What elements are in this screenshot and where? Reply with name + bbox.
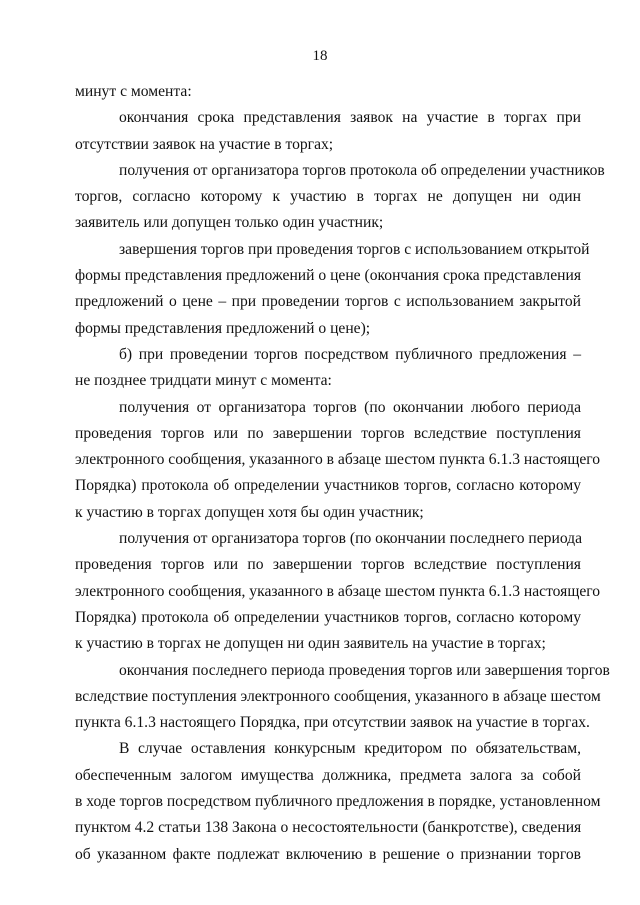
text-line: торгов, согласно которому к участию в торгах не допущен ни один: [75, 188, 581, 206]
text-line: формы представления предложений о цене (окончания срока представления: [75, 267, 581, 285]
text-line: электронного сообщения, указанного в абзаце шестом пункта 6.1.3 настоящего: [75, 451, 601, 469]
document-body: [75, 79, 610, 868]
text-line: к участию в торгах допущен хотя бы один участник;: [75, 503, 424, 521]
text-line: Порядка) протокола об определении участников торгов, согласно которому: [75, 608, 581, 626]
text-line: не позднее тридцати минут с момента:: [75, 372, 332, 390]
paragraph: [75, 395, 601, 526]
text-line: обеспеченным залогом имущества должника, предмета залога за собой: [75, 766, 581, 784]
text-line: б) при проведении торгов посредством публичного предложения –: [119, 345, 581, 363]
text-line: об указанном факте подлежат включению в решение о признании торгов: [75, 845, 581, 863]
text-line: отсутствии заявок на участие в торгах;: [75, 135, 334, 153]
text-line: минут с момента:: [75, 83, 192, 100]
text-line: в ходе торгов посредством публичного предложения в порядке, установленном: [75, 793, 601, 811]
text-line: вследствие поступления электронного сообщения, указанного в абзаце шестом: [75, 687, 601, 705]
text-line: проведения торгов или по завершении торгов вследствие поступления: [75, 556, 581, 574]
paragraph: [75, 526, 601, 657]
text-line: В случае оставления конкурсным кредитором по обязательствам,: [119, 740, 581, 758]
text-line: окончания срока представления заявок на участие в торгах при: [119, 109, 581, 127]
text-line: получения от организатора торгов протокола об определении участников: [119, 161, 605, 179]
page-number: 18: [312, 48, 328, 64]
text-line: получения от организатора торгов (по окончании любого периода: [119, 398, 581, 416]
text-line: пункта 6.1.3 настоящего Порядка, при отсутствии заявок на участие в торгах.: [75, 714, 590, 732]
text-line: заявитель или допущен только один участник;: [75, 214, 384, 232]
text-line: Порядка) протокола об определении участников торгов, согласно которому: [75, 477, 581, 495]
text-line: электронного сообщения, указанного в абзаце шестом пункта 6.1.3 настоящего: [75, 582, 601, 600]
paragraph: [75, 105, 581, 158]
text-line: формы представления предложений о цене);: [75, 319, 371, 337]
paragraph: [75, 736, 601, 867]
text-line: предложений о цене – при проведении торгов с использованием закрытой: [75, 293, 581, 311]
text-line: завершения торгов при проведения торгов с использованием открытой: [119, 240, 590, 258]
paragraph: [75, 79, 581, 105]
text-line: окончания последнего периода проведения торгов или завершения торгов: [119, 661, 610, 679]
paragraph: [75, 342, 581, 395]
text-line: пунктом 4.2 статьи 138 Закона о несостоятельности (банкротстве), сведения: [75, 819, 582, 837]
text-line: проведения торгов или по завершении торгов вследствие поступления: [75, 424, 581, 442]
paragraph: [75, 158, 605, 237]
paragraph: [75, 237, 590, 342]
text-line: к участию в торгах не допущен ни один заявитель на участие в торгах;: [75, 635, 546, 653]
text-line: получения от организатора торгов (по окончании последнего периода: [119, 530, 583, 548]
paragraph: [75, 658, 610, 737]
